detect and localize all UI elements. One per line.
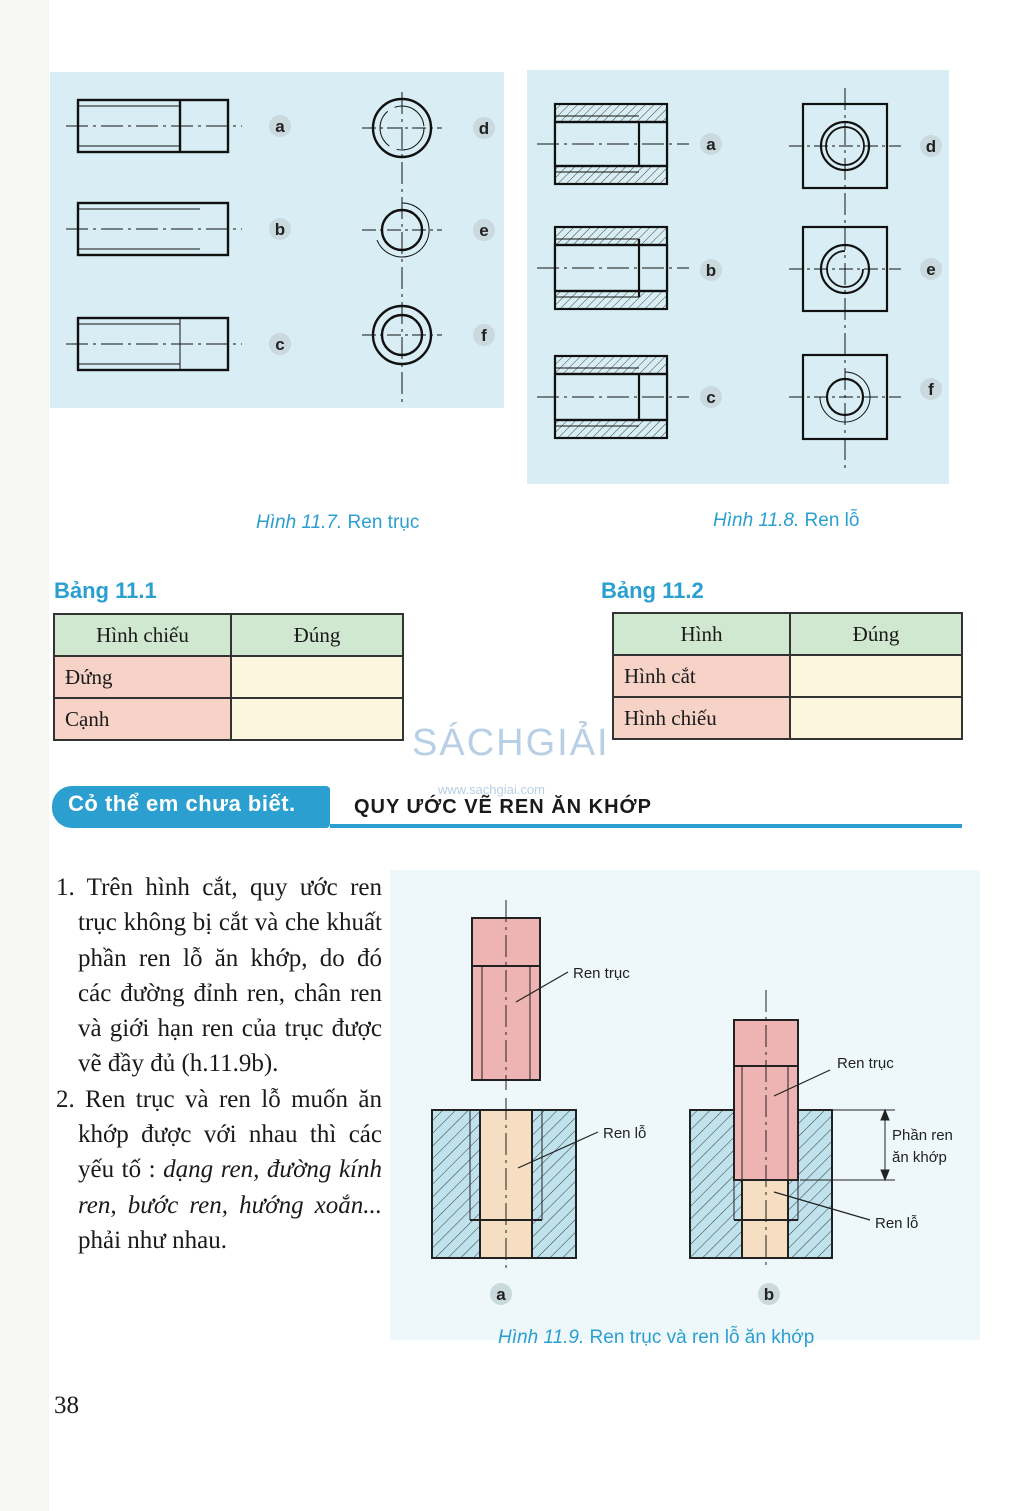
table-11-2-row-0-value[interactable] <box>790 655 962 697</box>
table-11-1-header-1: Đúng <box>231 614 403 656</box>
watermark-brand: SÁCHGIẢI <box>412 722 610 764</box>
body-item-2-end: phải như nhau. <box>78 1226 227 1254</box>
table-11-2-row-1-value[interactable] <box>790 697 962 739</box>
banner-tag: Cỏ thể em chưa biết. <box>68 791 296 816</box>
table-11-2-row-1-label: Hình chiếu <box>613 697 790 739</box>
table-row <box>54 656 403 698</box>
fig9-label-ren-lo-b: Ren lỗ <box>875 1215 919 1232</box>
fig7-label-b: b <box>274 220 286 239</box>
figure-11-9-panel <box>390 870 980 1340</box>
table-11-1 <box>53 613 404 741</box>
fig9-sub-b: b <box>763 1285 775 1304</box>
table-11-1-title: Bảng 11.1 <box>54 578 157 603</box>
table-11-2-title: Bảng 11.2 <box>601 578 704 603</box>
banner-underline <box>330 824 962 828</box>
fig9-label-ren-lo-a: Ren lỗ <box>603 1125 647 1142</box>
body-item-1: 1. Trên hình cắt, quy ước ren trục không bị cắt và che khuất phần ren lỗ ăn khớp, do đó các đường đỉnh ren, chân ren và giới hạn ren của trục được vẽ đầy đủ (h.11.9b). <box>56 874 382 1078</box>
page-number: 38 <box>54 1392 79 1419</box>
table-11-1-row-1-label: Cạnh <box>54 698 231 740</box>
fig8-label-a: a <box>706 135 716 154</box>
fig8-label-d: d <box>925 137 937 156</box>
table-row <box>613 655 962 697</box>
figure-11-8-caption-text: Ren lỗ <box>804 510 860 531</box>
fig7-label-f: f <box>481 326 487 345</box>
body-text <box>56 870 382 1258</box>
figure-11-7-drawing <box>50 72 504 408</box>
figure-11-9-caption-text: Ren trục và ren lỗ ăn khớp <box>589 1327 815 1348</box>
table-11-1-header-0: Hình chiếu <box>54 614 231 656</box>
figure-11-7-caption <box>256 512 419 534</box>
fig8-label-e: e <box>926 260 936 279</box>
table-11-2-row-0-label: Hình cắt <box>613 655 790 697</box>
table-11-2-header-1: Đúng <box>790 613 962 655</box>
figure-11-9-caption <box>498 1327 814 1349</box>
body-item-2 <box>56 1082 382 1258</box>
table-11-1-row-1-value[interactable] <box>231 698 403 740</box>
table-11-2-header-0: Hình <box>613 613 790 655</box>
figure-11-9-caption-prefix: Hình 11.9. <box>498 1327 585 1348</box>
fig9-label-phan-ren-2: ăn khớp <box>892 1149 947 1166</box>
table-row <box>54 698 403 740</box>
body-item-2-start: 2. Ren trục và ren lỗ muốn ăn khớp được với nhau thì các yếu tố : <box>56 1085 382 1184</box>
figure-11-7-panel <box>50 72 504 408</box>
figure-11-7-caption-prefix: Hình 11.7. <box>256 512 343 533</box>
table-11-1-row-0-label: Đứng <box>54 656 231 698</box>
fig7-label-e: e <box>479 221 489 240</box>
fig8-label-f: f <box>928 380 934 399</box>
figure-11-8-caption-prefix: Hình 11.8. <box>713 510 800 531</box>
body-item-2-italic: dạng ren, đường kính ren, bước ren, hướng xoắn... <box>78 1156 383 1219</box>
figure-11-7-caption-text: Ren trục <box>347 512 420 533</box>
table-11-2 <box>612 612 963 740</box>
fig9-sub-a: a <box>496 1285 506 1304</box>
figure-11-8-caption <box>713 510 859 532</box>
banner-title: QUY ƯỚC VẼ REN ĂN KHỚP <box>354 796 652 818</box>
figure-11-8-panel <box>527 70 949 484</box>
fig8-label-c: c <box>706 388 716 407</box>
fig7-label-a: a <box>275 117 285 136</box>
fig9-label-ren-truc-a: Ren trục <box>573 965 630 982</box>
page-edge <box>0 0 49 1511</box>
table-11-1-row-0-value[interactable] <box>231 656 403 698</box>
fig7-label-d: d <box>478 119 490 138</box>
fig9-label-phan-ren-1: Phần ren <box>892 1127 953 1144</box>
fig8-label-b: b <box>705 261 717 280</box>
fig7-label-c: c <box>275 335 285 354</box>
fig9-label-ren-truc-b: Ren trục <box>837 1055 894 1072</box>
table-row <box>613 697 962 739</box>
figure-11-8-drawing <box>527 70 949 484</box>
watermark-url: www.sachgiai.com <box>438 782 545 797</box>
figure-11-9-drawing <box>390 870 980 1340</box>
